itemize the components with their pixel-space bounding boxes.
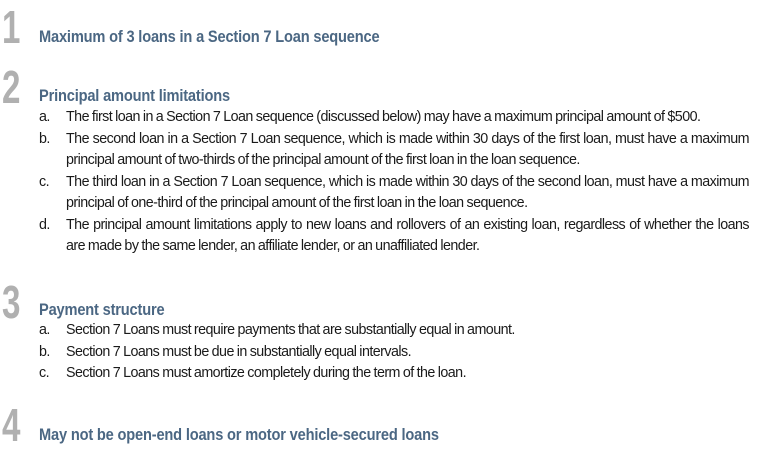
section-heading: Maximum of 3 loans in a Section 7 Loan sequence (39, 27, 380, 46)
list-item-text: The principal amount limitations apply to new loans and rollovers of an existing loan, regardless of whether the loans are made by the same lender, an affiliate lender, or an unaffiliated lender. (66, 216, 749, 254)
list-item-text: Section 7 Loans must require payments that are substantially equal in amount. (66, 322, 515, 338)
item-list (39, 320, 749, 385)
section-number: 1 (2, 1, 20, 53)
list-item (39, 172, 749, 215)
list-item (39, 363, 749, 385)
list-item (39, 107, 749, 129)
section-heading: May not be open-end loans or motor vehicle-secured loans (39, 425, 439, 444)
list-marker: d. (39, 216, 50, 233)
list-item (39, 342, 749, 364)
section-number: 3 (2, 276, 20, 328)
list-item-text: The second loan in a Section 7 Loan sequence, which is made within 30 days of the first loan, must have a maximum principal amount of two-thirds of the principal amount of the first loan in the loan sequence. (66, 130, 749, 168)
list-item (39, 320, 749, 342)
section-number: 2 (2, 61, 20, 113)
list-item-text: The first loan in a Section 7 Loan sequence (discussed below) may have a maximum principal amount of $500. (66, 109, 701, 125)
list-marker: c. (39, 365, 50, 381)
list-item-text: The third loan in a Section 7 Loan sequence, which is made within 30 days of the second loan, must have a maximum principal of one-third of the principal amount of the first loan in the loan sequence. (66, 173, 749, 211)
list-marker: a. (39, 322, 50, 338)
list-item (39, 129, 749, 172)
list-item-text: Section 7 Loans must be due in substantially equal intervals. (66, 343, 412, 360)
item-list (39, 107, 749, 258)
list-marker: a. (39, 109, 50, 125)
list-marker: c. (39, 173, 50, 190)
section-number: 4 (2, 399, 20, 451)
section-heading: Payment structure (39, 300, 165, 319)
section-heading: Principal amount limitations (39, 86, 230, 105)
list-marker: b. (39, 343, 50, 360)
list-item-text: Section 7 Loans must amortize completely during the term of the loan. (66, 365, 466, 381)
list-marker: b. (39, 130, 50, 147)
list-item (39, 215, 749, 258)
